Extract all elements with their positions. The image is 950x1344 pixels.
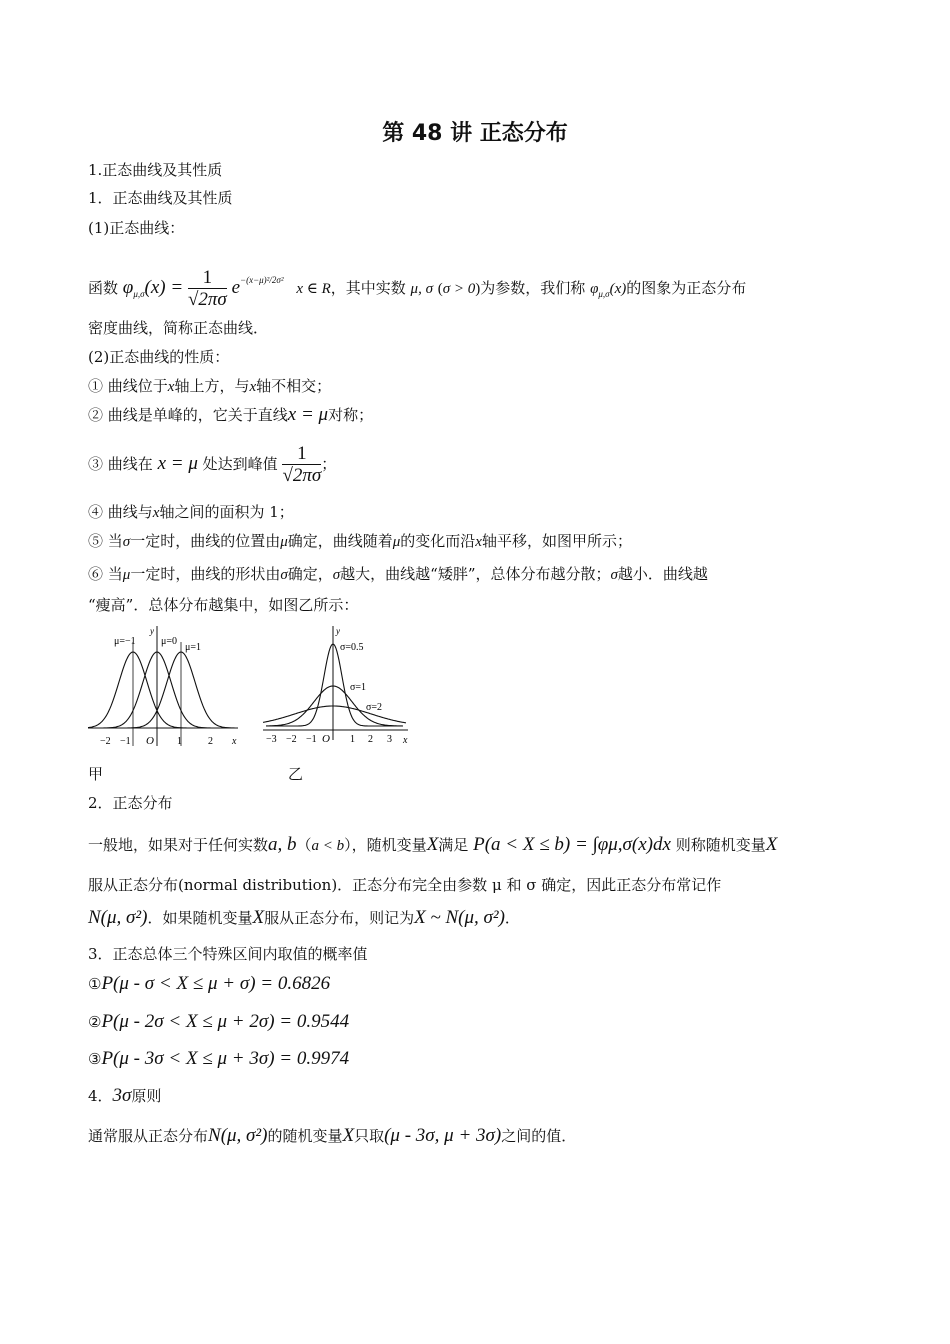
jia-tick-neg2: −2 bbox=[100, 736, 111, 747]
property-5: ⑤ 当σ一定时，曲线的位置由μ确定，曲线随着μ的变化而沿x轴平移，如图甲所示； bbox=[88, 532, 632, 550]
def-prefix: 函数 bbox=[88, 279, 119, 297]
section4-line1: 通常服从正态分布N(μ, σ²)的随机变量X只取(μ - 3σ, μ + 3σ)之间的值． bbox=[88, 1125, 577, 1146]
section2-line2: 服从正态分布(normal distribution)．正态分布完全由参数 μ 和 σ 确定，因此正态分布常记作 bbox=[88, 876, 722, 894]
caption-yi: 乙 bbox=[288, 765, 304, 783]
property-1: ① 曲线位于x轴上方，与x轴不相交； bbox=[88, 377, 332, 395]
prob-item-1: ①P(μ - σ < X ≤ μ + σ) = 0.6826 bbox=[88, 973, 331, 994]
jia-tick-neg1: −1 bbox=[120, 736, 131, 747]
mu-sigma: μ, σ bbox=[410, 281, 433, 297]
jia-curve-mu-1 bbox=[120, 652, 238, 728]
yi-tick-1: 1 bbox=[350, 734, 355, 745]
prob-item-3: ③P(μ - 3σ < X ≤ μ + 3σ) = 0.9974 bbox=[88, 1048, 350, 1069]
yi-tick-3: 3 bbox=[387, 734, 392, 745]
sigma-positive: σ > 0 bbox=[442, 281, 476, 297]
exp-term: $e^{-(x-\mu)^2/2\sigma^2}$ bbox=[231, 275, 284, 298]
yi-tick-2: 2 bbox=[368, 734, 373, 745]
def-end: 的图象为正态分布 bbox=[626, 279, 747, 297]
x-in-r: x ∈ R bbox=[296, 281, 331, 297]
frac-denominator: √2πσ bbox=[187, 288, 227, 310]
section4-heading: 4．3σ原则 bbox=[88, 1085, 162, 1106]
def-after: ，其中实数 bbox=[330, 279, 406, 297]
jia-tick-2: 2 bbox=[208, 736, 213, 747]
jia-tick-origin: O bbox=[146, 735, 154, 747]
figure-jia bbox=[80, 622, 250, 754]
section1-sub2: (2)正态曲线的性质： bbox=[88, 348, 230, 366]
section2-line3: N(μ, σ²)．如果随机变量X服从正态分布，则记为X ~ N(μ, σ²)． bbox=[88, 907, 520, 928]
frac-numerator: 1 bbox=[188, 268, 227, 289]
jia-axis-x-label: x bbox=[232, 736, 237, 747]
yi-tick-neg3: −3 bbox=[266, 734, 277, 745]
jia-label-mu-0: μ=0 bbox=[161, 636, 178, 647]
yi-label-sigma-05: σ=0.5 bbox=[340, 642, 364, 653]
section2-heading: 2．正态分布 bbox=[88, 794, 173, 812]
section1-heading: 1．正态曲线及其性质 bbox=[88, 189, 233, 207]
yi-curve-sigma-05 bbox=[268, 644, 403, 726]
yi-tick-neg1: −1 bbox=[306, 734, 317, 745]
peak-fraction: $\frac{1}{√2\pi\sigma}$ bbox=[282, 442, 322, 486]
jia-label-mu-1: μ=1 bbox=[185, 642, 202, 653]
property-3: ③ 曲线在 x = μ 处达到峰值 $\frac{1}{√2\pi\sigma}$ ； bbox=[88, 442, 337, 486]
yi-axis-y-label: y bbox=[336, 626, 340, 636]
density-fraction bbox=[188, 268, 227, 311]
yi-tick-neg2: −2 bbox=[286, 734, 297, 745]
yi-label-sigma-1: σ=1 bbox=[350, 682, 367, 693]
section3-heading: 3．正态总体三个特殊区间内取值的概率值 bbox=[88, 945, 368, 963]
caption-jia: 甲 bbox=[88, 765, 104, 783]
figure-yi bbox=[258, 622, 418, 754]
property-4: ④ 曲线与x轴之间的面积为 1； bbox=[88, 503, 294, 521]
property-6-line2: “瘦高”．总体分布越集中，如图乙所示： bbox=[88, 596, 359, 614]
definition-line2: 密度曲线，简称正态曲线． bbox=[88, 319, 269, 337]
jia-tick-1: 1 bbox=[177, 736, 182, 747]
jia-label-mu-neg1: μ=−1 bbox=[114, 636, 136, 647]
yi-axis-x-label: x bbox=[403, 735, 408, 746]
yi-label-sigma-2: σ=2 bbox=[366, 702, 383, 713]
phi-function: $\varphi_{\mu,\sigma}(x)$ = bbox=[122, 277, 184, 299]
def-mid: 为参数，我们称 bbox=[480, 279, 586, 297]
yi-curve-sigma-2 bbox=[263, 706, 406, 723]
phi-ref: $\varphi_{\mu,\sigma}(x)$ bbox=[590, 281, 627, 299]
yi-tick-origin: O bbox=[322, 733, 330, 745]
page-title: 第 48 讲 正态分布 bbox=[382, 121, 568, 146]
prob-item-2: ②P(μ - 2σ < X ≤ μ + 2σ) = 0.9544 bbox=[88, 1011, 350, 1032]
probability-integral: P(a < X ≤ b) = ∫φμ,σ(x)dx bbox=[473, 834, 671, 855]
property-6: ⑥ 当μ一定时，曲线的形状由σ确定，σ越大，曲线越“矮胖”，总体分布越分散；σ越小．曲线越 bbox=[88, 565, 708, 583]
section1-sub1: (1)正态曲线： bbox=[88, 219, 185, 237]
property-2: ② 曲线是单峰的，它关于直线x = μ对称； bbox=[88, 404, 374, 425]
top-heading: 1.正态曲线及其性质 bbox=[88, 161, 223, 179]
definition-line: 函数 $\varphi_{\mu,\sigma}(x)$ = $\frac{1}{√2\pi\sigma}$ $e^{-(x-\mu)^2/2\sigma^2}$ x ∈ R，其中实数 μ, σ (σ > 0)为参数，我们称 $\varphi_{\mu,\sigma}(x)$的图象为正态分布 bbox=[88, 266, 747, 310]
section2-line1: 一般地，如果对于任何实数a, b（a < b），随机变量X满足 P(a < X ≤ b) = ∫φμ,σ(x)dx 则称随机变量X bbox=[88, 834, 778, 855]
jia-axis-y-label: y bbox=[150, 626, 154, 636]
